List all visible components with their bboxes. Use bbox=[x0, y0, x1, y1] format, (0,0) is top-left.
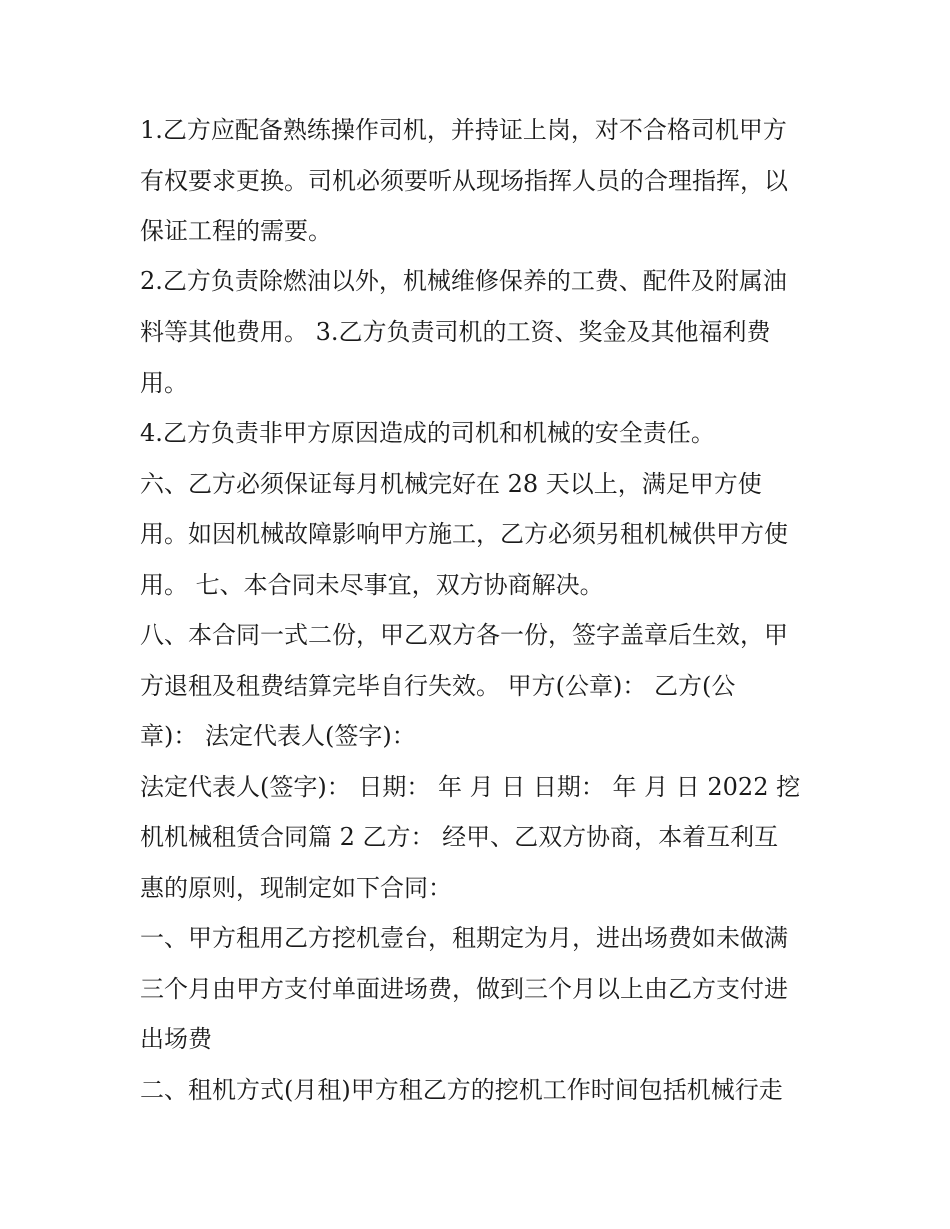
text-line: 用。 bbox=[140, 369, 188, 397]
text-line: 章)： 法定代表人(签字)： bbox=[140, 722, 416, 750]
text-line: 一、甲方租用乙方挖机壹台，租期定为月，进出场费如未做满 bbox=[140, 924, 788, 952]
text-line: 机机械租赁合同篇 2 乙方： 经甲、乙双方协商，本着互利互 bbox=[140, 823, 779, 851]
text-line: 保证工程的需要。 bbox=[140, 217, 332, 245]
text-line: 二、租机方式(月租)甲方租乙方的挖机工作时间包括机械行走 bbox=[140, 1076, 783, 1104]
text-line: 三个月由甲方支付单面进场费，做到三个月以上由乙方支付进 bbox=[140, 975, 788, 1003]
text-line: 用。如因机械故障影响甲方施工，乙方必须另租机械供甲方使 bbox=[140, 520, 788, 548]
text-line: 1.乙方应配备熟练操作司机，并持证上岗，对不合格司机甲方 bbox=[140, 116, 787, 144]
text-line: 料等其他费用。 3.乙方负责司机的工资、奖金及其他福利费 bbox=[140, 318, 771, 346]
text-line: 出场费 bbox=[140, 1025, 212, 1053]
text-line: 惠的原则，现制定如下合同： bbox=[140, 874, 452, 902]
text-line: 用。 七、本合同未尽事宜，双方协商解决。 bbox=[140, 571, 604, 599]
text-line: 方退租及租费结算完毕自行失效。 甲方(公章)： 乙方(公 bbox=[140, 672, 736, 700]
text-line: 4.乙方负责非甲方原因造成的司机和机械的安全责任。 bbox=[140, 419, 715, 447]
text-line: 2.乙方负责除燃油以外，机械维修保养的工费、配件及附属油 bbox=[140, 267, 787, 295]
text-line: 有权要求更换。司机必须要听从现场指挥人员的合理指挥，以 bbox=[140, 167, 788, 195]
text-line: 法定代表人(签字)： 日期： 年 月 日 日期： 年 月 日 2022 挖 bbox=[140, 773, 801, 801]
text-line: 八、本合同一式二份，甲乙双方各一份，签字盖章后生效，甲 bbox=[140, 621, 788, 649]
text-line: 六、乙方必须保证每月机械完好在 28 天以上，满足甲方使 bbox=[140, 470, 762, 498]
